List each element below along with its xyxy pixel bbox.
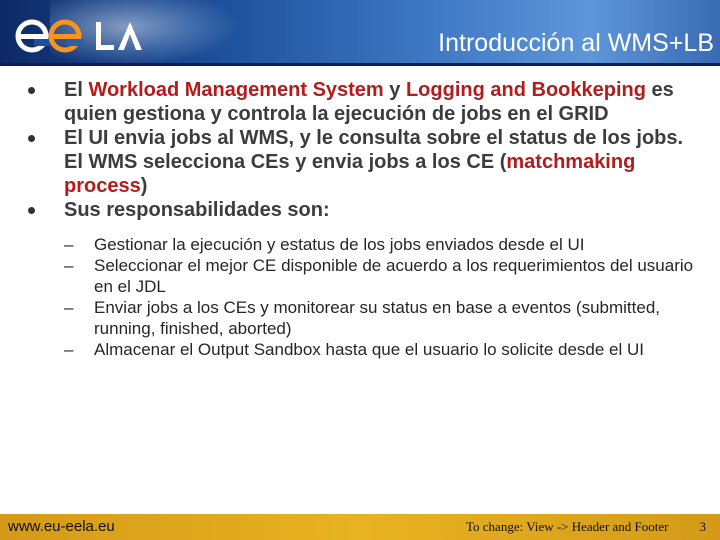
dash-marker: –: [64, 340, 74, 359]
bullet-text: El: [64, 79, 89, 101]
dash-marker: –: [64, 298, 74, 317]
sub-bullet-list: [0, 234, 720, 360]
bullet-dot-icon: [28, 135, 35, 142]
website-url: www.eu-eela.eu: [8, 518, 115, 535]
dash-marker: –: [64, 235, 74, 254]
bullet-text: Sus responsabilidades son:: [64, 199, 330, 221]
header-footer-hint: To change: View -> Header and Footer: [466, 519, 669, 534]
dash-marker: –: [64, 256, 74, 275]
sub-bullet-item: [0, 234, 720, 255]
bullet-dot-icon: [28, 87, 35, 94]
bullet-text: ): [140, 175, 148, 197]
sub-bullet-item: [0, 339, 720, 360]
slide-footer: [0, 514, 720, 540]
sub-bullet-item: [0, 255, 720, 297]
slide-content: [0, 78, 720, 360]
bullet-item: [0, 78, 720, 126]
highlight-term: Workload Management System: [88, 79, 384, 101]
eela-logo: [10, 6, 160, 58]
bullet-text: El UI envia jobs al WMS, y le consulta sobre el status de los jobs. El WMS selecciona CEs y envia jobs a los CE (: [64, 127, 684, 173]
sub-bullet-text: Enviar jobs a los CEs y monitorear su status en base a eventos (submitted, running, finished, aborted): [94, 298, 660, 338]
highlight-term: matchmaking process: [64, 151, 636, 197]
bullet-item: [0, 198, 720, 222]
sub-bullet-text: Almacenar el Output Sandbox hasta que el usuario lo solicite desde el UI: [94, 340, 644, 359]
bullet-text: y: [383, 79, 406, 101]
bullet-dot-icon: [28, 207, 35, 214]
highlight-term: Logging and Bookkeping: [405, 79, 646, 101]
bullet-list: [0, 78, 720, 222]
page-number: 3: [699, 519, 706, 534]
slide-title: Introducción al WMS+LB: [438, 29, 714, 57]
sub-bullet-item: [0, 297, 720, 339]
bullet-text: es quien gestiona y controla la ejecución de jobs en el GRID: [64, 79, 674, 125]
slide-header: [0, 0, 720, 66]
sub-bullet-text: Seleccionar el mejor CE disponible de acuerdo a los requerimientos del usuario en el JDL: [94, 256, 694, 296]
header-divider: [0, 63, 720, 66]
sub-bullet-text: Gestionar la ejecución y estatus de los jobs enviados desde el UI: [94, 235, 585, 254]
bullet-item: [0, 126, 720, 198]
